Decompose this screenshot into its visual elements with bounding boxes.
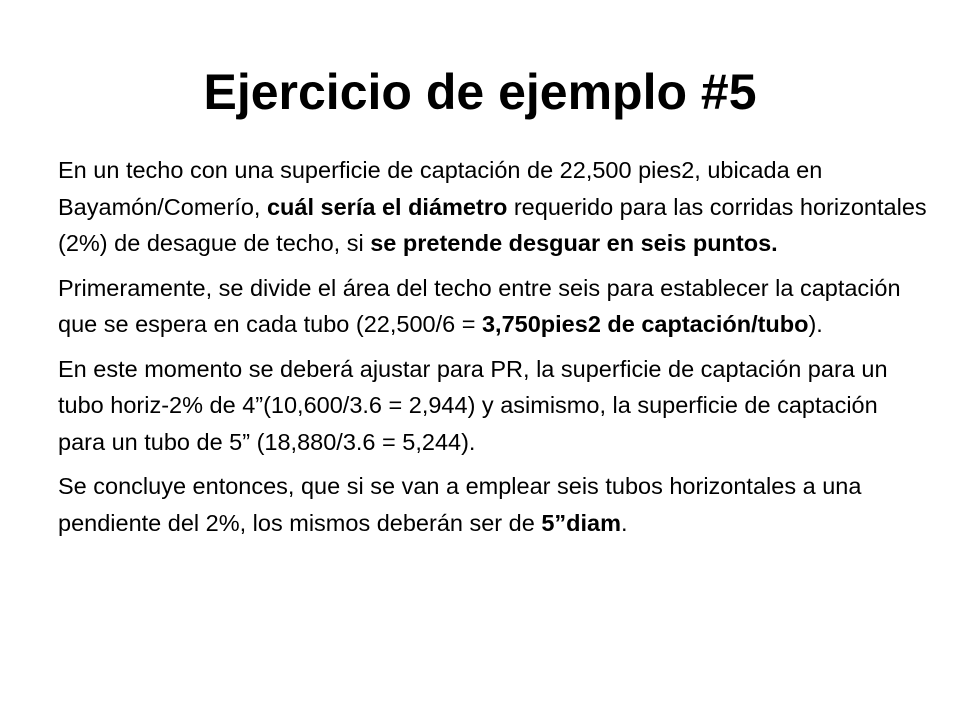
- text-segment: Se concluye entonces, que si se van a emplear seis tubos horizontales a una pendiente del 2%, los mismos deberán ser de: [58, 473, 862, 536]
- text-segment-bold: cuál sería el diámetro: [266, 193, 508, 220]
- text-segment-bold: 5”diam: [541, 509, 622, 536]
- slide-title: Ejercicio de ejemplo #5: [203, 64, 757, 120]
- text-segment: En este momento se deberá ajustar para PR, la superficie de captación para un tubo horiz-2% de 4”(10,600/3.6 = 2,944) y asimismo, la superficie de captación para un tubo de 5” (18,880/3.6 = 5,244).: [58, 355, 888, 455]
- text-segment: ).: [808, 311, 823, 337]
- text-segment-bold: 3,750pies2 de captación/tubo: [481, 311, 809, 337]
- text-segment-bold: se pretende desguar en seis puntos.: [370, 230, 778, 256]
- text-segment: En un techo con una superficie de captación de 22,500 pies2, ubicada en Bayamón/Comerío,: [58, 157, 823, 220]
- paragraph-step-two: [58, 351, 928, 461]
- paragraph-conclusion: [58, 468, 928, 541]
- text-segment: Primeramente, se divide el área del techo entre seis para establecer la captación que se espera en cada tubo (22,500/6 =: [58, 274, 901, 337]
- paragraph-step-one: [58, 270, 928, 343]
- paragraph-problem-statement: [58, 152, 928, 262]
- slide-body: [58, 152, 928, 549]
- text-segment: requerido para las corridas horizontales (2%) de desague de techo, si: [58, 193, 927, 256]
- text-segment: .: [621, 509, 628, 536]
